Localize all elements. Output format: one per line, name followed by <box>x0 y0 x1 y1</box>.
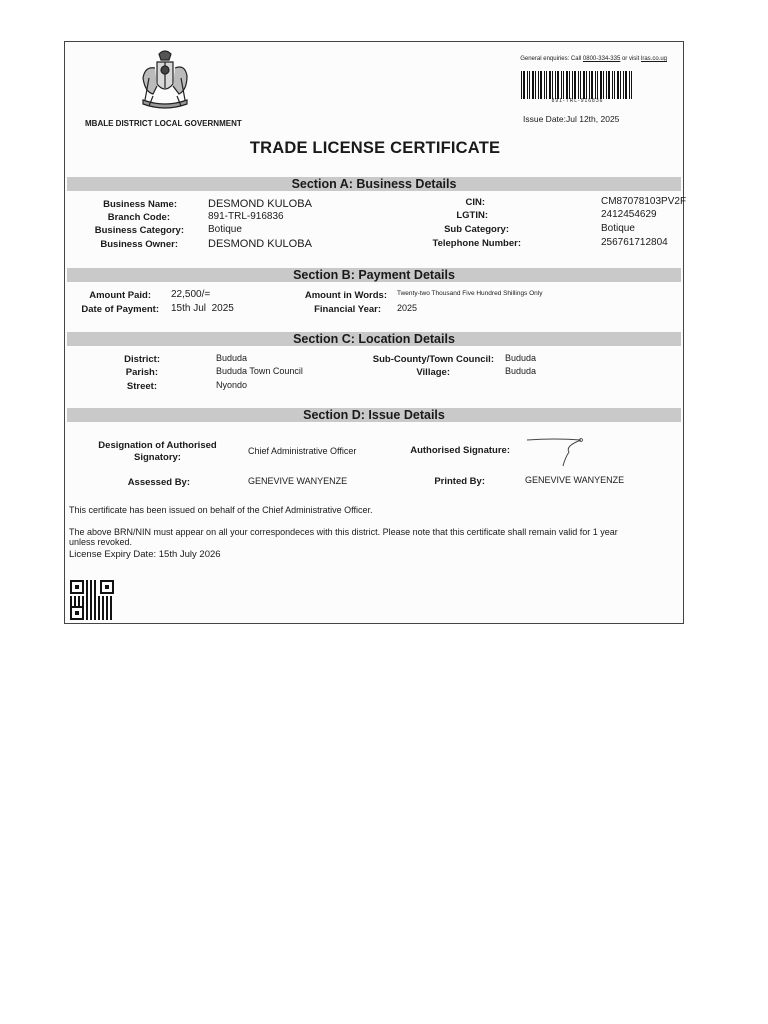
lgtin-value: 2412454629 <box>601 209 657 220</box>
general-enquiries: General enquiries: Call 0800-334-335 or visit lras.co.ug <box>520 56 667 62</box>
designation-label: Designation of Authorised Signatory: <box>98 440 217 463</box>
assessed-by-label: Assessed By: <box>127 477 190 488</box>
amount-in-words-value: Twenty-two Thousand Five Hundred Shillings Only <box>397 290 543 297</box>
amount-paid-value: 22,500/= <box>171 289 211 300</box>
behalf-note: This certificate has been issued on behalf of the Chief Administrative Officer. <box>69 505 373 515</box>
license-expiry: License Expiry Date: 15th July 2026 <box>69 549 221 560</box>
printed-by-value: GENEVIVE WANYENZE <box>525 475 625 485</box>
lgtin-label: LGTIN: <box>456 210 488 221</box>
parish-value: Bududa Town Council <box>216 366 303 376</box>
enquiries-phone-link[interactable]: 0800-334-335 <box>582 56 621 62</box>
business-category-label: Business Category: <box>94 225 184 236</box>
telephone-value: 256761712804 <box>601 237 668 248</box>
village-value: Bududa <box>505 366 537 376</box>
page-title: TRADE LICENSE CERTIFICATE <box>249 139 501 157</box>
cin-label: CIN: <box>465 197 485 208</box>
sub-category-label: Sub Category: <box>444 224 509 235</box>
village-label: Village: <box>416 367 450 378</box>
financial-year-label: Financial Year: <box>314 304 381 315</box>
subcounty-label: Sub-County/Town Council: <box>372 354 494 365</box>
business-category-value: Botique <box>208 224 242 235</box>
business-name-label: Business Name: <box>103 199 177 210</box>
signature-icon <box>525 432 595 468</box>
assessed-by-value: GENEVIVE WANYENZE <box>248 476 348 486</box>
business-owner-label: Business Owner: <box>100 239 178 250</box>
validity-note: The above BRN/NIN must appear on all your correspondeces with this district. Please note that this certificate shall remain valid for 1 year unless revoked. <box>69 527 618 547</box>
amount-in-words-label: Amount in Words: <box>304 290 387 301</box>
parish-label: Parish: <box>125 367 158 378</box>
branch-code-value: 891-TRL-916836 <box>208 211 284 222</box>
business-name-value: DESMOND KULOBA <box>208 198 312 210</box>
amount-paid-label: Amount Paid: <box>89 290 151 301</box>
street-value: Nyondo <box>216 380 248 390</box>
section-d-header: Section D: Issue Details <box>67 408 681 422</box>
printed-by-label: Printed By: <box>434 476 485 487</box>
designation-value: Chief Administrative Officer <box>248 446 357 456</box>
section-c-header: Section C: Location Details <box>67 332 681 346</box>
section-b-header: Section B: Payment Details <box>67 268 681 282</box>
financial-year-value: 2025 <box>397 303 418 313</box>
subcounty-value: Bududa <box>505 353 537 363</box>
street-label: Street: <box>126 381 157 392</box>
telephone-label: Telephone Number: <box>432 238 521 249</box>
cin-value: CM87078103PV2F <box>601 196 687 207</box>
qr-code-icon <box>70 580 116 622</box>
enquiries-website-link[interactable]: lras.co.ug <box>640 56 667 62</box>
date-of-payment-label: Date of Payment: <box>81 304 159 315</box>
barcode-text: 891-TRL-916836 <box>551 98 604 104</box>
section-a-header: Section A: Business Details <box>67 177 681 191</box>
barcode-icon <box>520 71 635 104</box>
issue-date: Issue Date:Jul 12th, 2025 <box>523 114 620 124</box>
signature-label: Authorised Signature: <box>410 445 510 456</box>
district-value: Bududa <box>216 353 248 363</box>
business-owner-value: DESMOND KULOBA <box>208 238 312 250</box>
government-name: MBALE DISTRICT LOCAL GOVERNMENT <box>85 119 242 128</box>
district-label: District: <box>124 354 160 365</box>
coat-of-arms-icon <box>135 48 195 114</box>
date-of-payment-value: 15th Jul 2025 <box>171 303 234 314</box>
trade-license-certificate <box>64 41 687 624</box>
sub-category-value: Botique <box>601 223 635 234</box>
branch-code-label: Branch Code: <box>107 212 170 223</box>
